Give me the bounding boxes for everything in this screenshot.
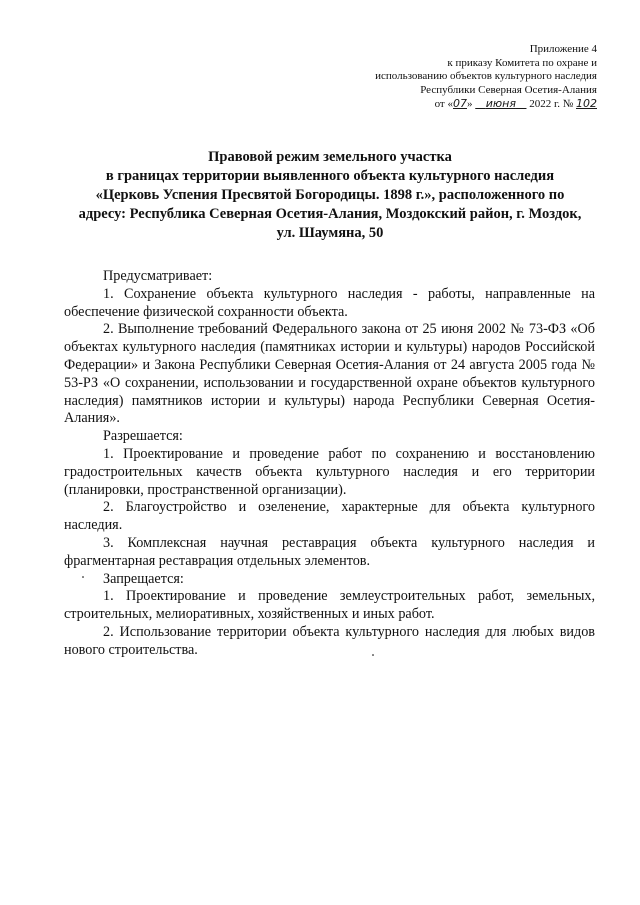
appendix-date-line	[297, 97, 597, 112]
forbidden-item: 1. Проектирование и проведение землеустроительных работ, земельных, строительных, мелиоративных, хозяйственных и иных работ.	[64, 588, 595, 623]
provides-item: 2. Выполнение требований Федерального закона от 25 июня 2002 № 73-ФЗ «Об объектах культурного наследия (памятниках истории и культуры) народов Российской Федерации» и Закона Республики Северная Осетия-Алания от 24 августа 2005 года № 53-РЗ «О сохранении, использовании и государственной охране объектов культурного наследия) памятников истории и культуры) народа Республики Северная Осетия-Алания».	[64, 321, 595, 427]
date-year: 2022 г. №	[529, 98, 574, 111]
appendix-order-ref: к приказу Комитета по охране и	[447, 56, 597, 69]
scan-speck	[372, 654, 374, 656]
allowed-heading: Разрешается:	[103, 428, 183, 445]
handwritten-month: июня	[485, 97, 516, 111]
date-prefix: от «	[434, 98, 453, 111]
forbidden-heading: Запрещается:	[103, 570, 184, 587]
title-line-2: в границах территории выявленного объекта культурного наследия	[105, 168, 555, 184]
appendix-committee: использованию объектов культурного наследия	[375, 70, 597, 83]
appendix-label: Приложение 4	[529, 43, 597, 55]
appendix-header	[297, 43, 597, 112]
forbidden-item: 2. Использование территории объекта культурного наследия для любых видов нового строительства.	[64, 623, 595, 658]
handwritten-number: 102	[576, 97, 597, 111]
scan-speck	[82, 576, 84, 578]
allowed-item: 1. Проектирование и проведение работ по сохранению и восстановлению градостроительных качеств объекта культурного наследия и его территории (планировки, пространственной организации).	[64, 445, 595, 498]
document-title	[60, 148, 600, 243]
title-line-4: адресу: Республика Северная Осетия-Алания, Моздокский район, г. Моздок,	[78, 206, 582, 222]
allowed-item: 2. Благоустройство и озеленение, характерные для объекта культурного наследия.	[64, 499, 595, 534]
document-body	[64, 268, 595, 660]
title-line-5: ул. Шаумяна, 50	[276, 225, 384, 241]
title-line-1: Правовой режим земельного участка	[208, 149, 452, 165]
provides-item: 1. Сохранение объекта культурного наследия - работы, направленные на обеспечение физической сохранности объекта.	[64, 285, 595, 320]
title-line-3: «Церковь Успения Пресвятой Богородицы. 1898 г.», расположенного по	[95, 187, 565, 203]
handwritten-day: 07	[453, 97, 467, 111]
allowed-item: 3. Комплексная научная реставрация объекта культурного наследия и фрагментарная реставрация отдельных элементов.	[64, 534, 595, 569]
appendix-republic: Республики Северная Осетия-Алания	[420, 83, 597, 96]
provides-heading: Предусматривает:	[103, 268, 213, 284]
date-mid: »	[467, 98, 473, 111]
